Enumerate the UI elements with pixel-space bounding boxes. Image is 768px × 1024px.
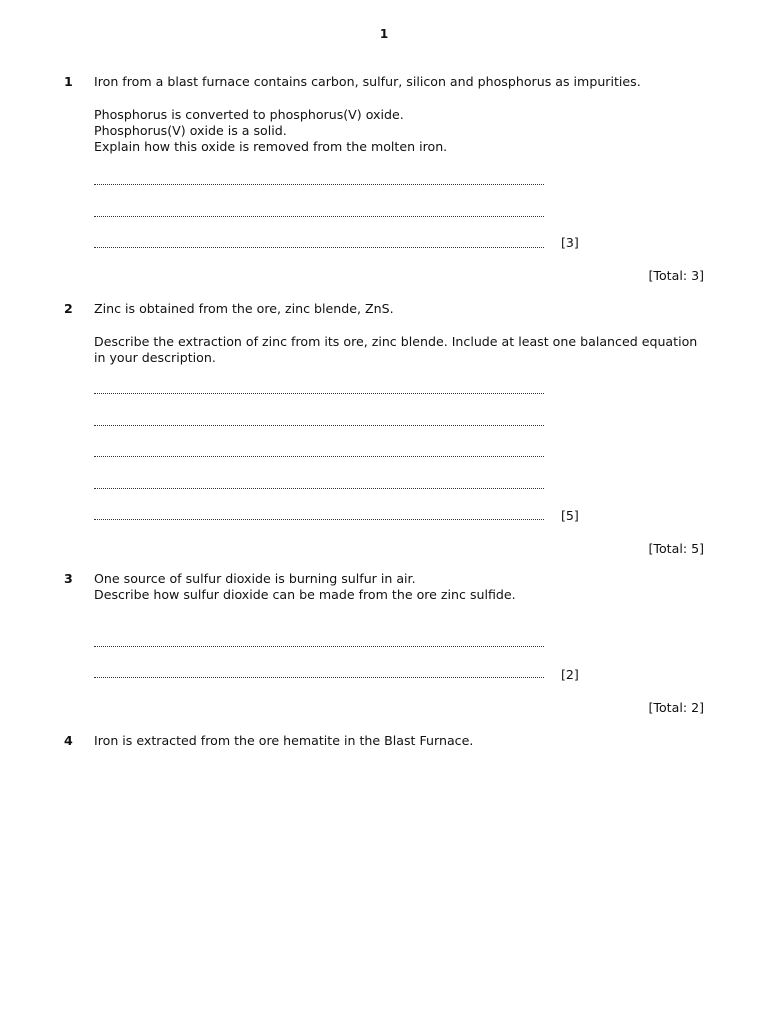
question-text-line: in your description.: [94, 350, 216, 365]
question-number: 4: [64, 733, 73, 748]
answer-line[interactable]: [94, 456, 544, 457]
question-text-line: Phosphorus(V) oxide is a solid.: [94, 123, 287, 138]
question-text-line: Describe the extraction of zinc from its ore, zinc blende. Include at least one balanced equation: [94, 334, 698, 349]
answer-line[interactable]: [94, 646, 544, 647]
answer-line[interactable]: [94, 677, 544, 678]
answer-line[interactable]: [94, 519, 544, 520]
question-text-line: Phosphorus is converted to phosphorus(V) oxide.: [94, 107, 404, 122]
answer-line[interactable]: [94, 216, 544, 217]
question-text-line: Iron is extracted from the ore hematite in the Blast Furnace.: [94, 733, 474, 748]
page-number: 1: [379, 27, 389, 41]
marks-label: [3]: [561, 235, 579, 250]
total-marks: [Total: 5]: [648, 541, 704, 556]
answer-line[interactable]: [94, 247, 544, 248]
total-marks: [Total: 2]: [648, 700, 704, 715]
question-number: 3: [64, 571, 73, 586]
question-text-line: Explain how this oxide is removed from the molten iron.: [94, 139, 448, 154]
question-number: 2: [64, 301, 73, 316]
question-text-line: Zinc is obtained from the ore, zinc blende, ZnS.: [94, 301, 394, 316]
answer-line[interactable]: [94, 184, 544, 185]
answer-line[interactable]: [94, 488, 544, 489]
question-number: 1: [64, 74, 73, 89]
answer-line[interactable]: [94, 425, 544, 426]
question-text-line: Iron from a blast furnace contains carbon, sulfur, silicon and phosphorus as impurities.: [94, 74, 641, 89]
marks-label: [2]: [561, 667, 579, 682]
question-text-line: Describe how sulfur dioxide can be made from the ore zinc sulfide.: [94, 587, 516, 602]
total-marks: [Total: 3]: [648, 268, 704, 283]
answer-line[interactable]: [94, 393, 544, 394]
question-text-line: One source of sulfur dioxide is burning sulfur in air.: [94, 571, 416, 586]
marks-label: [5]: [561, 508, 579, 523]
